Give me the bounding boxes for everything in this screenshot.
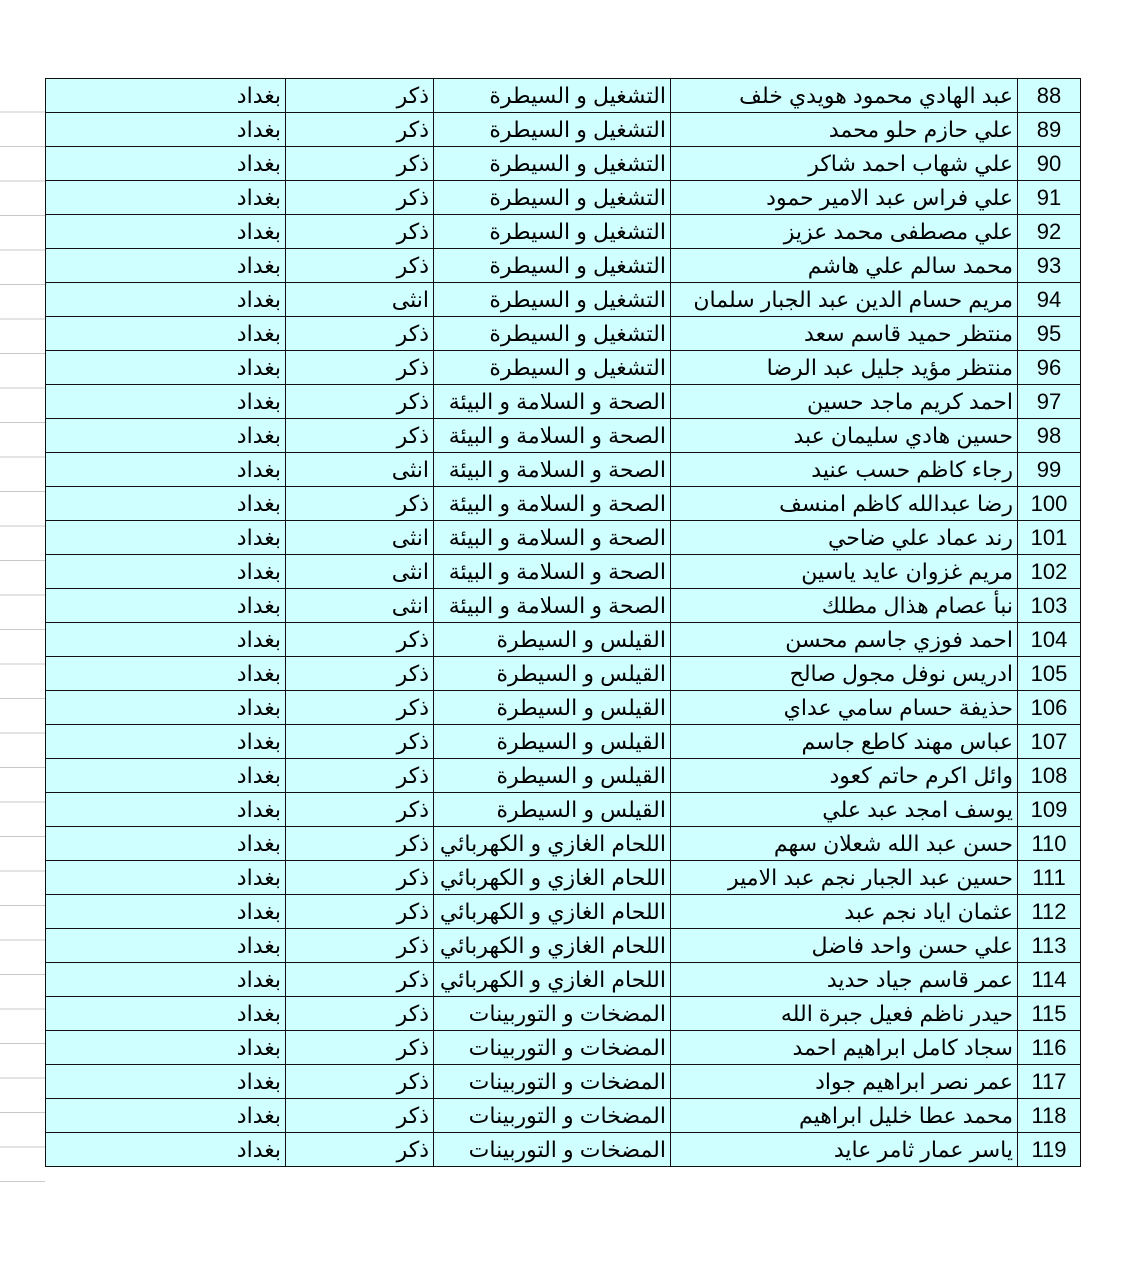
gender-cell[interactable]: ذكر [286,419,434,453]
table-row [46,623,1081,657]
name-cell[interactable]: عباس مهند كاطع جاسم [671,725,1018,759]
city-cell[interactable]: بغداد [46,691,286,725]
gender-cell[interactable]: ذكر [286,725,434,759]
city-cell[interactable]: بغداد [46,1065,286,1099]
gender-cell[interactable]: ذكر [286,385,434,419]
table-row [46,521,1081,555]
city-cell[interactable]: بغداد [46,895,286,929]
city-cell[interactable]: بغداد [46,249,286,283]
row-number-cell[interactable]: 107 [1018,725,1081,759]
city-cell[interactable]: بغداد [46,215,286,249]
name-cell[interactable]: يوسف امجد عبد علي [671,793,1018,827]
department-cell[interactable]: اللحام الغازي و الكهربائي [434,861,671,895]
row-number-cell[interactable]: 105 [1018,657,1081,691]
table-row [46,759,1081,793]
department-cell[interactable]: الصحة و السلامة و البيئة [434,521,671,555]
city-cell[interactable]: بغداد [46,181,286,215]
name-cell[interactable]: وائل اكرم حاتم كعود [671,759,1018,793]
gender-cell[interactable]: ذكر [286,657,434,691]
row-number-cell[interactable]: 89 [1018,113,1081,147]
name-cell[interactable]: محمد سالم علي هاشم [671,249,1018,283]
gender-cell[interactable]: ذكر [286,929,434,963]
row-number-cell[interactable]: 119 [1018,1133,1081,1167]
gender-cell[interactable]: ذكر [286,895,434,929]
row-number-cell[interactable]: 90 [1018,147,1081,181]
row-number-cell[interactable]: 93 [1018,249,1081,283]
city-cell[interactable]: بغداد [46,997,286,1031]
row-number-cell[interactable]: 101 [1018,521,1081,555]
name-cell[interactable]: نبأ عصام هذال مطلك [671,589,1018,623]
department-cell[interactable]: الصحة و السلامة و البيئة [434,385,671,419]
gender-cell[interactable]: ذكر [286,691,434,725]
table-row [46,317,1081,351]
name-cell[interactable]: مريم حسام الدين عبد الجبار سلمان [671,283,1018,317]
city-cell[interactable]: بغداد [46,793,286,827]
city-cell[interactable]: بغداد [46,453,286,487]
table-row [46,79,1081,113]
gender-cell[interactable]: انثى [286,589,434,623]
gender-cell[interactable]: ذكر [286,181,434,215]
city-cell[interactable]: بغداد [46,419,286,453]
table-row [46,351,1081,385]
city-cell[interactable]: بغداد [46,351,286,385]
table-row [46,113,1081,147]
row-number-cell[interactable]: 117 [1018,1065,1081,1099]
name-cell[interactable]: عثمان اياد نجم عبد [671,895,1018,929]
gender-cell[interactable]: ذكر [286,351,434,385]
gender-cell[interactable]: ذكر [286,249,434,283]
row-number-cell[interactable]: 100 [1018,487,1081,521]
row-number-cell[interactable]: 116 [1018,1031,1081,1065]
table-row [46,725,1081,759]
row-number-cell[interactable]: 109 [1018,793,1081,827]
city-cell[interactable]: بغداد [46,623,286,657]
name-cell[interactable]: منتظر مؤيد جليل عبد الرضا [671,351,1018,385]
department-cell[interactable]: القيلس و السيطرة [434,725,671,759]
city-cell[interactable]: بغداد [46,521,286,555]
name-cell[interactable]: مريم غزوان عايد ياسين [671,555,1018,589]
table-row [46,181,1081,215]
department-cell[interactable]: التشغيل و السيطرة [434,215,671,249]
city-cell[interactable]: بغداد [46,725,286,759]
name-cell[interactable]: رند عماد علي ضاحي [671,521,1018,555]
name-cell[interactable]: حسين هادي سليمان عبد [671,419,1018,453]
city-cell[interactable]: بغداد [46,1133,286,1167]
city-cell[interactable]: بغداد [46,555,286,589]
row-number-cell[interactable]: 111 [1018,861,1081,895]
row-number-cell[interactable]: 103 [1018,589,1081,623]
row-number-cell[interactable]: 112 [1018,895,1081,929]
department-cell[interactable]: القيلس و السيطرة [434,623,671,657]
name-cell[interactable]: سجاد كامل ابراهيم احمد [671,1031,1018,1065]
city-cell[interactable]: بغداد [46,1099,286,1133]
gender-cell[interactable]: انثى [286,283,434,317]
city-cell[interactable]: بغداد [46,283,286,317]
gender-cell[interactable]: ذكر [286,487,434,521]
table-row [46,1065,1081,1099]
city-cell[interactable]: بغداد [46,861,286,895]
name-cell[interactable]: حسن عبد الله شعلان سهم [671,827,1018,861]
row-number-cell[interactable]: 115 [1018,997,1081,1031]
name-cell[interactable]: عبد الهادي محمود هويدي خلف [671,79,1018,113]
trainee-roster-table [45,78,1081,1167]
row-number-cell[interactable]: 118 [1018,1099,1081,1133]
city-cell[interactable]: بغداد [46,759,286,793]
table-row [46,589,1081,623]
gender-cell[interactable]: ذكر [286,827,434,861]
row-number-cell[interactable]: 97 [1018,385,1081,419]
gender-cell[interactable]: ذكر [286,1065,434,1099]
row-number-cell[interactable]: 94 [1018,283,1081,317]
department-cell[interactable]: القيلس و السيطرة [434,793,671,827]
row-number-cell[interactable]: 110 [1018,827,1081,861]
gender-cell[interactable]: انثى [286,555,434,589]
gender-cell[interactable]: ذكر [286,997,434,1031]
department-cell[interactable]: الصحة و السلامة و البيئة [434,589,671,623]
city-cell[interactable]: بغداد [46,1031,286,1065]
department-cell[interactable]: القيلس و السيطرة [434,657,671,691]
table-row [46,827,1081,861]
department-cell[interactable]: الصحة و السلامة و البيئة [434,487,671,521]
table-row [46,419,1081,453]
row-number-cell[interactable]: 104 [1018,623,1081,657]
department-cell[interactable]: المضخات و التوربينات [434,1099,671,1133]
table-row [46,453,1081,487]
gender-cell[interactable]: ذكر [286,113,434,147]
table-row [46,147,1081,181]
name-cell[interactable]: حسين عبد الجبار نجم عبد الامير [671,861,1018,895]
name-cell[interactable]: عمر نصر ابراهيم جواد [671,1065,1018,1099]
table-row [46,657,1081,691]
table-row [46,1031,1081,1065]
city-cell[interactable]: بغداد [46,657,286,691]
city-cell[interactable]: بغداد [46,113,286,147]
name-cell[interactable]: علي مصطفى محمد عزيز [671,215,1018,249]
city-cell[interactable]: بغداد [46,385,286,419]
department-cell[interactable]: التشغيل و السيطرة [434,249,671,283]
name-cell[interactable]: احمد كريم ماجد حسين [671,385,1018,419]
table-row [46,963,1081,997]
gender-cell[interactable]: ذكر [286,1031,434,1065]
department-cell[interactable]: الصحة و السلامة و البيئة [434,419,671,453]
department-cell[interactable]: اللحام الغازي و الكهربائي [434,963,671,997]
gender-cell[interactable]: ذكر [286,1133,434,1167]
table-row [46,555,1081,589]
table-row [46,861,1081,895]
department-cell[interactable]: المضخات و التوربينات [434,997,671,1031]
table-row [46,487,1081,521]
gender-cell[interactable]: ذكر [286,1099,434,1133]
row-number-cell[interactable]: 113 [1018,929,1081,963]
city-cell[interactable]: بغداد [46,827,286,861]
name-cell[interactable]: علي فراس عبد الامير حمود [671,181,1018,215]
row-number-cell[interactable]: 96 [1018,351,1081,385]
name-cell[interactable]: رضا عبدالله كاظم امنسف [671,487,1018,521]
gender-cell[interactable]: انثى [286,521,434,555]
department-cell[interactable]: الصحة و السلامة و البيئة [434,453,671,487]
row-number-cell[interactable]: 88 [1018,79,1081,113]
row-number-cell[interactable]: 114 [1018,963,1081,997]
row-number-cell[interactable]: 108 [1018,759,1081,793]
name-cell[interactable]: حذيفة حسام سامي عداي [671,691,1018,725]
city-cell[interactable]: بغداد [46,79,286,113]
roster-body [46,79,1081,1167]
gender-cell[interactable]: ذكر [286,793,434,827]
table-row [46,249,1081,283]
city-cell[interactable]: بغداد [46,147,286,181]
gender-cell[interactable]: انثى [286,453,434,487]
name-cell[interactable]: احمد فوزي جاسم محسن [671,623,1018,657]
gender-cell[interactable]: ذكر [286,861,434,895]
table-row [46,691,1081,725]
department-cell[interactable]: اللحام الغازي و الكهربائي [434,827,671,861]
city-cell[interactable]: بغداد [46,589,286,623]
table-row [46,283,1081,317]
city-cell[interactable]: بغداد [46,929,286,963]
row-number-cell[interactable]: 99 [1018,453,1081,487]
sheet-gridlines [0,78,45,1184]
table-row [46,1133,1081,1167]
department-cell[interactable]: القيلس و السيطرة [434,759,671,793]
gender-cell[interactable]: ذكر [286,215,434,249]
department-cell[interactable]: المضخات و التوربينات [434,1133,671,1167]
name-cell[interactable]: رجاء كاظم حسب عنيد [671,453,1018,487]
gender-cell[interactable]: ذكر [286,759,434,793]
gender-cell[interactable]: ذكر [286,79,434,113]
row-number-cell[interactable]: 106 [1018,691,1081,725]
name-cell[interactable]: منتظر حميد قاسم سعد [671,317,1018,351]
name-cell[interactable]: محمد عطا خليل ابراهيم [671,1099,1018,1133]
row-number-cell[interactable]: 95 [1018,317,1081,351]
table-row [46,793,1081,827]
name-cell[interactable]: ياسر عمار ثامر عايد [671,1133,1018,1167]
table-row [46,1099,1081,1133]
name-cell[interactable]: حيدر ناظم فعيل جبرة الله [671,997,1018,1031]
name-cell[interactable]: علي حسن واحد فاضل [671,929,1018,963]
name-cell[interactable]: علي شهاب احمد شاكر [671,147,1018,181]
department-cell[interactable]: التشغيل و السيطرة [434,283,671,317]
department-cell[interactable]: القيلس و السيطرة [434,691,671,725]
department-cell[interactable]: التشغيل و السيطرة [434,317,671,351]
department-cell[interactable]: التشغيل و السيطرة [434,181,671,215]
department-cell[interactable]: الصحة و السلامة و البيئة [434,555,671,589]
gender-cell[interactable]: ذكر [286,963,434,997]
department-cell[interactable]: اللحام الغازي و الكهربائي [434,895,671,929]
department-cell[interactable]: المضخات و التوربينات [434,1031,671,1065]
department-cell[interactable]: التشغيل و السيطرة [434,79,671,113]
row-number-cell[interactable]: 98 [1018,419,1081,453]
table-row [46,997,1081,1031]
table-row [46,385,1081,419]
department-cell[interactable]: التشغيل و السيطرة [434,147,671,181]
city-cell[interactable]: بغداد [46,317,286,351]
table-row [46,929,1081,963]
city-cell[interactable]: بغداد [46,963,286,997]
gender-cell[interactable]: ذكر [286,317,434,351]
gender-cell[interactable]: ذكر [286,623,434,657]
department-cell[interactable]: التشغيل و السيطرة [434,351,671,385]
name-cell[interactable]: علي حازم حلو محمد [671,113,1018,147]
row-number-cell[interactable]: 91 [1018,181,1081,215]
row-number-cell[interactable]: 102 [1018,555,1081,589]
name-cell[interactable]: عمر قاسم جياد حديد [671,963,1018,997]
department-cell[interactable]: التشغيل و السيطرة [434,113,671,147]
city-cell[interactable]: بغداد [46,487,286,521]
table-row [46,215,1081,249]
name-cell[interactable]: ادريس نوفل مجول صالح [671,657,1018,691]
department-cell[interactable]: اللحام الغازي و الكهربائي [434,929,671,963]
row-number-cell[interactable]: 92 [1018,215,1081,249]
gender-cell[interactable]: ذكر [286,147,434,181]
department-cell[interactable]: المضخات و التوربينات [434,1065,671,1099]
table-row [46,895,1081,929]
